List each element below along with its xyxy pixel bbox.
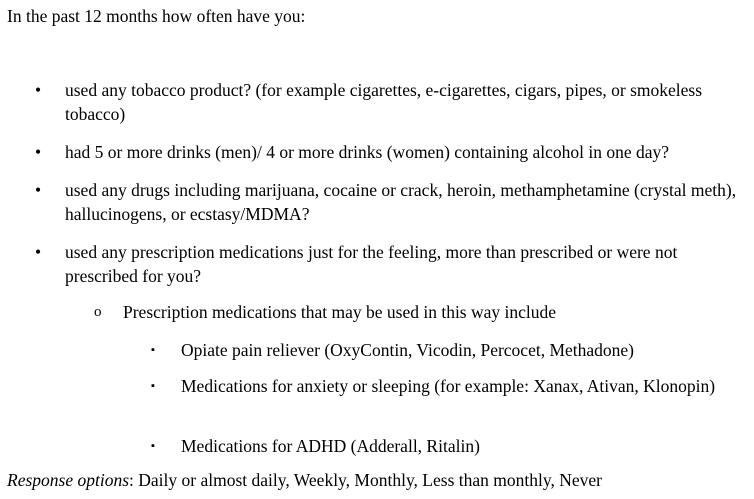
bullet-icon: •: [35, 80, 42, 100]
list-item-text: used any tobacco product? (for example cigarettes, e-cigarettes, cigars, pipes, or smokeless tobacco): [65, 80, 703, 124]
list-item-text: used any prescription medications just for the feeling, more than prescribed or were not prescribed for you?: [65, 242, 678, 286]
subsub-list-item-text: Opiate pain reliever (OxyContin, Vicodin, Percocet, Methadone): [181, 340, 635, 360]
square-bullet-icon: ▪: [151, 344, 155, 356]
question-intro: In the past 12 months how often have you:: [7, 6, 306, 26]
subsub-list-item-text: Medications for anxiety or sleeping (for example: Xanax, Ativan, Klonopin): [181, 376, 716, 396]
sub-list-item-text: Prescription medications that may be used in this way include: [123, 302, 557, 322]
response-options-label: Response options: [7, 470, 130, 490]
subsub-list-item-text: Medications for ADHD (Adderall, Ritalin): [181, 436, 480, 456]
square-bullet-icon: ▪: [151, 440, 155, 452]
bullet-icon: •: [35, 242, 42, 262]
hollow-circle-bullet-icon: o: [94, 304, 102, 320]
square-bullet-icon: ▪: [151, 380, 155, 392]
response-options-text: : Daily or almost daily, Weekly, Monthly, Less than monthly, Never: [129, 470, 602, 490]
bullet-icon: •: [35, 142, 42, 162]
bullet-icon: •: [35, 180, 42, 200]
response-options: [7, 468, 602, 492]
list-item-text: used any drugs including marijuana, cocaine or crack, heroin, methamphetamine (crystal meth), hallucinogens, or ecstasy/MDMA?: [65, 180, 737, 224]
list-item-text: had 5 or more drinks (men)/ 4 or more drinks (women) containing alcohol in one day?: [65, 142, 670, 162]
